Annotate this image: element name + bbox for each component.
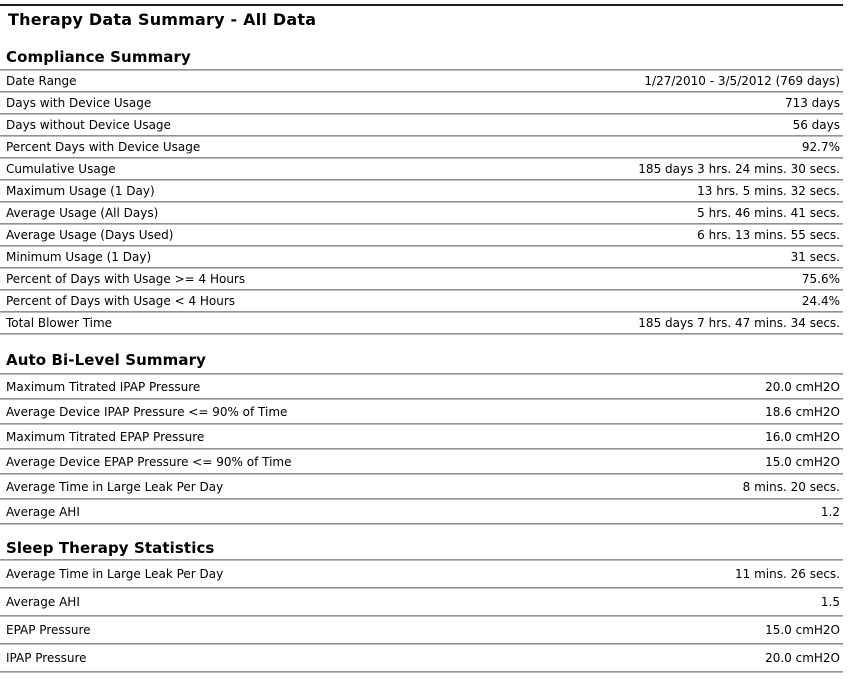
table-row bbox=[0, 561, 843, 589]
table-row bbox=[0, 137, 843, 159]
table-row bbox=[0, 425, 843, 450]
row-value: 20.0 cmH2O bbox=[765, 651, 840, 665]
row-label: Percent of Days with Usage >= 4 Hours bbox=[6, 272, 246, 286]
row-value: 15.0 cmH2O bbox=[765, 454, 840, 469]
row-value: 185 days 3 hrs. 24 mins. 30 secs. bbox=[638, 162, 840, 176]
section-heading: Auto Bi-Level Summary bbox=[6, 351, 206, 369]
table-row bbox=[0, 645, 843, 673]
row-label: Maximum Titrated EPAP Pressure bbox=[6, 429, 205, 444]
row-label: Average AHI bbox=[6, 595, 80, 609]
row-value: 1.5 bbox=[820, 595, 840, 609]
row-label: Percent of Days with Usage < 4 Hours bbox=[6, 294, 236, 308]
table-row bbox=[0, 247, 843, 269]
section-rows bbox=[0, 561, 843, 673]
row-value: 92.7% bbox=[801, 140, 840, 154]
row-label: Date Range bbox=[6, 74, 77, 88]
report-section bbox=[0, 539, 843, 673]
row-label: Days without Device Usage bbox=[6, 118, 171, 132]
section-rows bbox=[0, 71, 843, 335]
table-row bbox=[0, 291, 843, 313]
row-label: Minimum Usage (1 Day) bbox=[6, 250, 152, 264]
table-row bbox=[0, 71, 843, 93]
table-row bbox=[0, 225, 843, 247]
report bbox=[0, 4, 843, 673]
row-value: 6 hrs. 13 mins. 55 secs. bbox=[697, 228, 840, 242]
row-value: 1/27/2010 - 3/5/2012 (769 days) bbox=[644, 74, 840, 88]
table-row bbox=[0, 115, 843, 137]
page-title: Therapy Data Summary - All Data bbox=[8, 10, 317, 29]
row-label: Average Usage (Days Used) bbox=[6, 228, 174, 242]
row-label: Maximum Titrated IPAP Pressure bbox=[6, 379, 201, 394]
row-value: 185 days 7 hrs. 47 mins. 34 secs. bbox=[638, 316, 840, 330]
row-label: Average Time in Large Leak Per Day bbox=[6, 567, 224, 581]
section-heading: Compliance Summary bbox=[6, 48, 191, 66]
row-value: 8 mins. 20 secs. bbox=[742, 479, 840, 494]
row-value: 16.0 cmH2O bbox=[765, 429, 840, 444]
table-row bbox=[0, 203, 843, 225]
row-value: 1.2 bbox=[820, 504, 840, 519]
table-row bbox=[0, 181, 843, 203]
section-rows bbox=[0, 375, 843, 525]
row-value: 56 days bbox=[792, 118, 840, 132]
title-rule bbox=[0, 4, 843, 6]
row-value: 20.0 cmH2O bbox=[765, 379, 840, 394]
row-label: Average AHI bbox=[6, 504, 80, 519]
row-label: Average Time in Large Leak Per Day bbox=[6, 479, 224, 494]
table-row bbox=[0, 93, 843, 115]
row-label: Average Device EPAP Pressure <= 90% of Time bbox=[6, 454, 292, 469]
row-label: IPAP Pressure bbox=[6, 651, 87, 665]
report-section bbox=[0, 351, 843, 525]
table-row bbox=[0, 500, 843, 525]
row-label: Average Usage (All Days) bbox=[6, 206, 159, 220]
row-label: Percent Days with Device Usage bbox=[6, 140, 201, 154]
row-label: Cumulative Usage bbox=[6, 162, 116, 176]
table-row bbox=[0, 475, 843, 500]
row-label: Days with Device Usage bbox=[6, 96, 152, 110]
row-value: 11 mins. 26 secs. bbox=[735, 567, 840, 581]
row-value: 31 secs. bbox=[790, 250, 840, 264]
table-row bbox=[0, 375, 843, 400]
table-row bbox=[0, 269, 843, 291]
row-value: 5 hrs. 46 mins. 41 secs. bbox=[697, 206, 840, 220]
row-value: 15.0 cmH2O bbox=[765, 623, 840, 637]
row-label: Maximum Usage (1 Day) bbox=[6, 184, 155, 198]
sections-container bbox=[0, 48, 843, 673]
table-row bbox=[0, 313, 843, 335]
row-value: 24.4% bbox=[801, 294, 840, 308]
row-value: 18.6 cmH2O bbox=[765, 404, 840, 419]
report-section bbox=[0, 48, 843, 335]
table-row bbox=[0, 400, 843, 425]
row-value: 713 days bbox=[784, 96, 840, 110]
table-row bbox=[0, 617, 843, 645]
row-label: Total Blower Time bbox=[6, 316, 113, 330]
row-value: 13 hrs. 5 mins. 32 secs. bbox=[697, 184, 840, 198]
table-row bbox=[0, 589, 843, 617]
section-heading: Sleep Therapy Statistics bbox=[6, 539, 215, 557]
table-row bbox=[0, 159, 843, 181]
row-label: EPAP Pressure bbox=[6, 623, 91, 637]
table-row bbox=[0, 450, 843, 475]
row-value: 75.6% bbox=[801, 272, 840, 286]
row-label: Average Device IPAP Pressure <= 90% of Time bbox=[6, 404, 288, 419]
